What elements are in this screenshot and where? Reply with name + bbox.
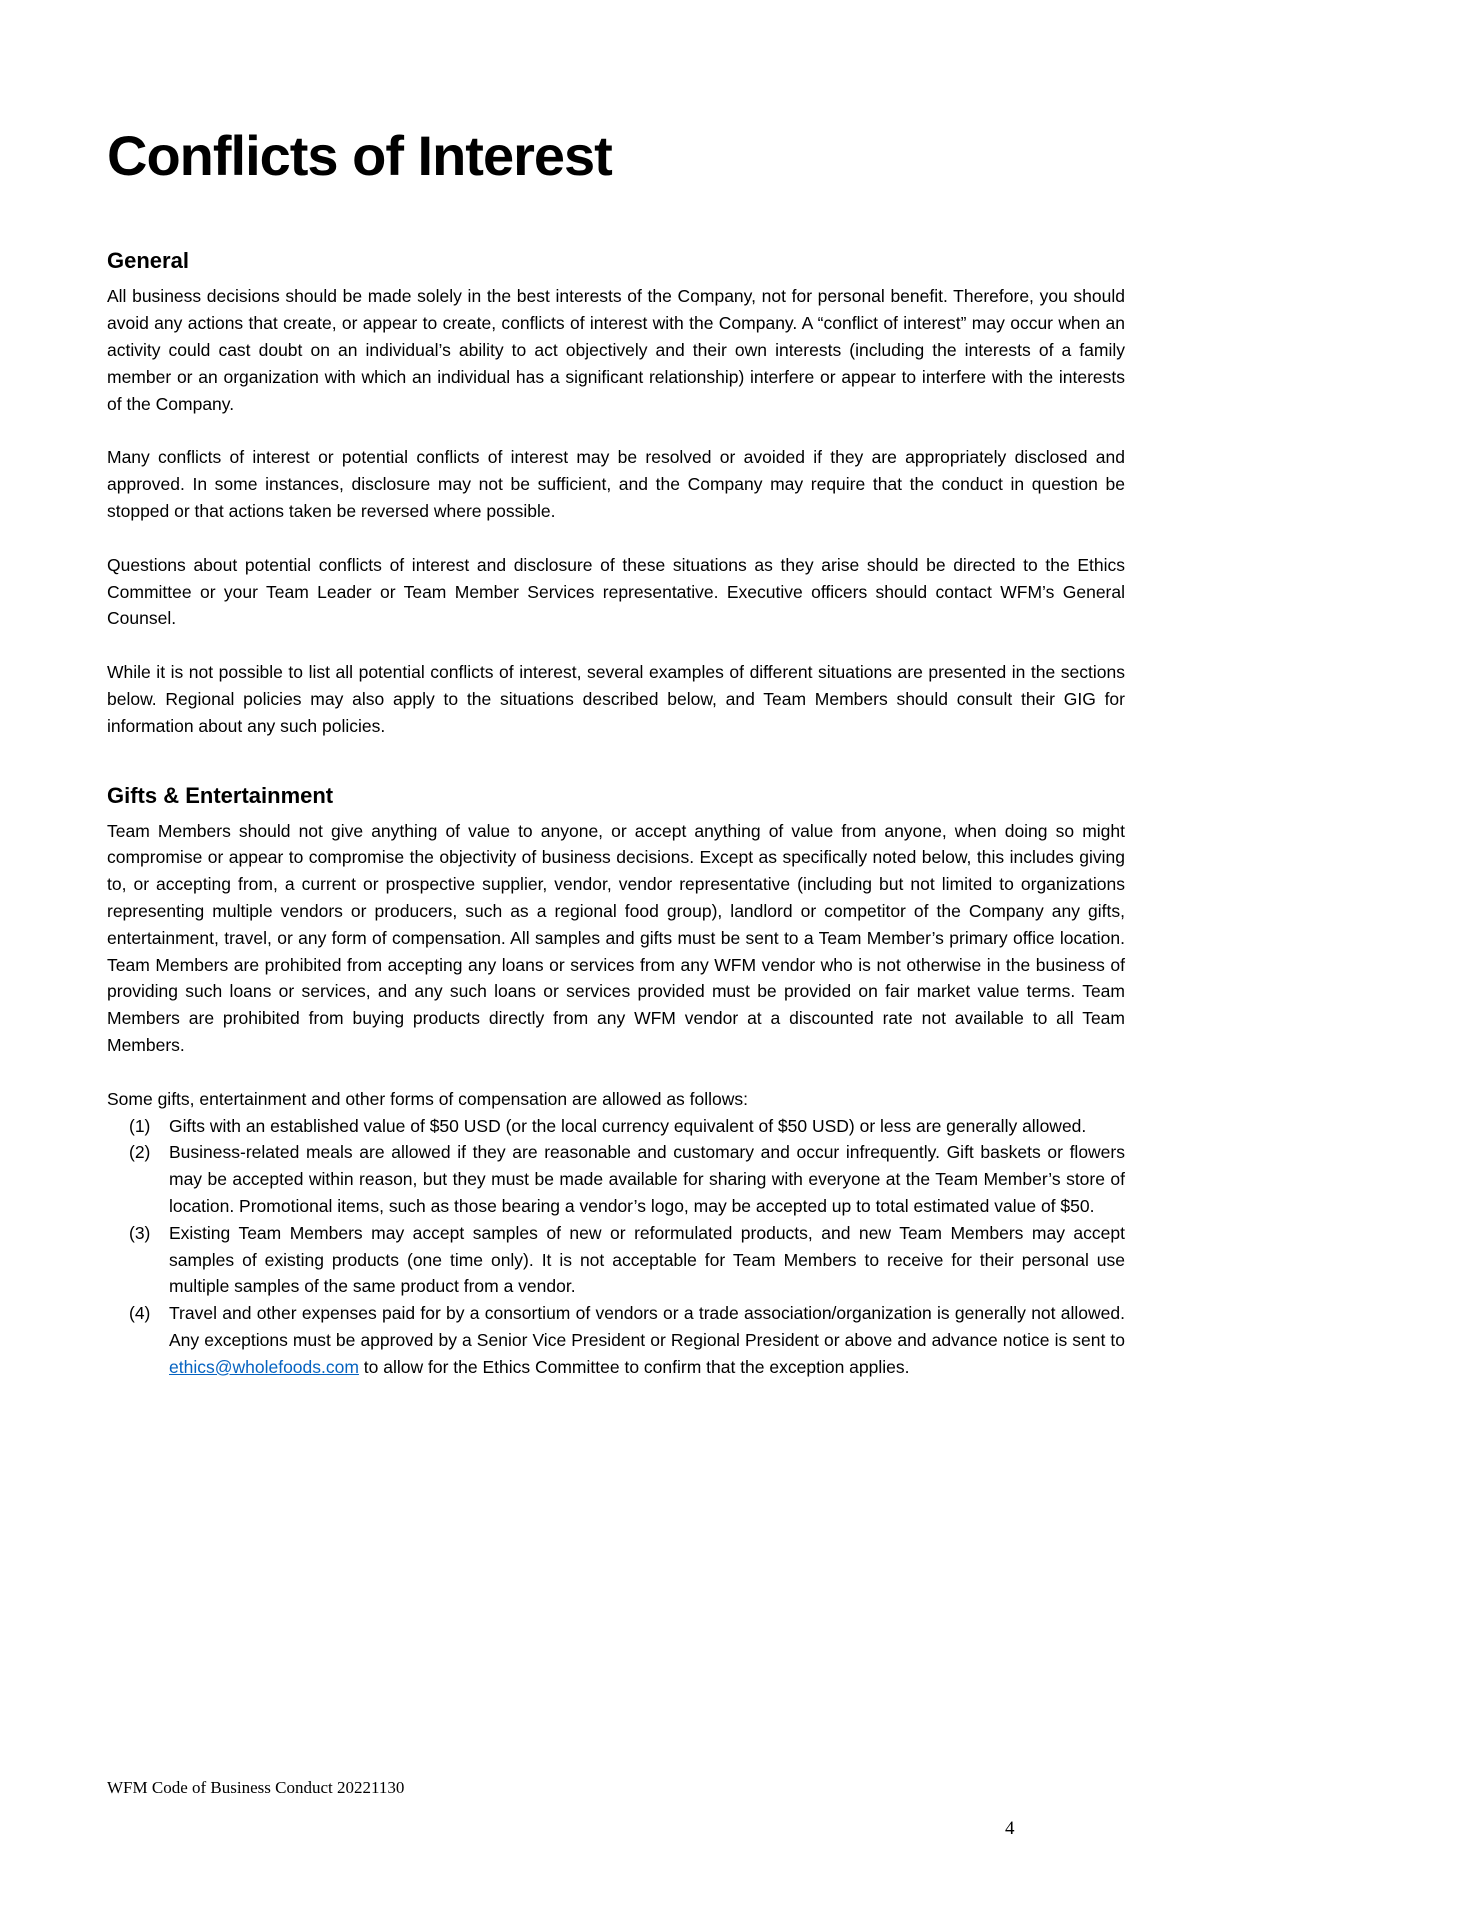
section-heading-general: General <box>107 248 189 274</box>
paragraph-general-2: Many conflicts of interest or potential conflicts of interest may be resolved or avoided if they are appropriately disclosed and approved. In some instances, disclosure may not be sufficient, and the Company may require that the conduct in question be stopped or that actions taken be reversed where possible. <box>107 447 1125 522</box>
list-item-text-before-link: Travel and other expenses paid for by a consortium of vendors or a trade association/organization is generally not allowed. Any exceptions must be approved by a Senior Vice President or Regional President or above and advance notice is sent to <box>169 1303 1125 1350</box>
list-item-text: Business-related meals are allowed if they are reasonable and customary and occur infrequently. Gift baskets or flowers may be accepted within reason, but they must be made available for sharing with everyone at the Team Member’s store of location. Promotional items, such as those bearing a vendor’s logo, may be accepted up to total estimated value of $50. <box>169 1142 1125 1216</box>
document-content <box>107 0 1125 1381</box>
list-intro: Some gifts, entertainment and other forms of compensation are allowed as follows: <box>107 1088 749 1109</box>
section-gifts-entertainment <box>107 783 1125 1381</box>
list-item-number: (2) <box>129 1142 151 1163</box>
list-item-2 <box>107 1139 1125 1219</box>
paragraph-general-3: Questions about potential conflicts of interest and disclosure of these situations as they arise should be directed to the Ethics Committee or your Team Leader or Team Member Services representative. Executive officers should contact WFM’s General Counsel. <box>107 554 1125 629</box>
paragraph-general-1: All business decisions should be made solely in the best interests of the Company, not for personal benefit. Therefore, you should avoid any actions that create, or appear to create, conflicts of interest with the Company. A “conflict of interest” may occur when an activity could cast doubt on an individual’s ability to act objectively and their own interests (including the interests of a family member or an organization with which an individual has a significant relationship) interfere or appear to interfere with the interests of the Company. <box>107 286 1125 414</box>
footer-text: WFM Code of Business Conduct 20221130 <box>107 1778 405 1797</box>
paragraph-gifts-1: Team Members should not give anything of value to anyone, or accept anything of value from anyone, when doing so might compromise or appear to compromise the objectivity of business decisions. Except as specifically noted below, this includes giving to, or accepting from, a current or prospective supplier, vendor, vendor representative (including but not limited to organizations representing multiple vendors or producers, such as a regional food group), landlord or competitor of the Company any gifts, entertainment, travel, or any form of compensation. All samples and gifts must be sent to a Team Member’s primary office location. Team Members are prohibited from accepting any loans or services from any WFM vendor who is not otherwise in the business of providing such loans or services, and any such loans or services provided must be provided on fair market value terms. Team Members are prohibited from buying products directly from any WFM vendor at a discounted rate not available to all Team Members. <box>107 820 1125 1055</box>
list-item-number: (4) <box>129 1303 151 1324</box>
page-number: 4 <box>1005 1818 1015 1839</box>
list-item-text <box>169 1300 1125 1380</box>
email-link[interactable]: ethics@wholefoods.com <box>169 1356 359 1377</box>
list-item-text: Gifts with an established value of $50 USD (or the local currency equivalent of $50 USD) or less are generally allowed. <box>169 1115 1087 1136</box>
list-item-text: Existing Team Members may accept samples of new or reformulated products, and new Team Members may accept samples of existing products (one time only). It is not acceptable for Team Members to receive for their personal use multiple samples of the same product from a vendor. <box>169 1222 1125 1297</box>
list-item-4 <box>107 1300 1125 1380</box>
list-item-number: (1) <box>129 1115 151 1136</box>
numbered-list <box>107 1113 1125 1381</box>
list-item-text-after-link: to allow for the Ethics Committee to confirm that the exception applies. <box>358 1356 910 1377</box>
paragraph-general-4: While it is not possible to list all potential conflicts of interest, several examples of different situations are presented in the sections below. Regional policies may also apply to the situations described below, and Team Members should consult their GIG for information about any such policies. <box>107 662 1125 736</box>
list-item-1 <box>107 1113 1125 1140</box>
list-item-number: (3) <box>129 1222 151 1243</box>
section-heading-gifts-entertainment: Gifts & Entertainment <box>107 782 334 808</box>
section-general <box>107 248 1125 739</box>
list-item-3 <box>107 1220 1125 1300</box>
page-title: Conflicts of Interest <box>107 124 612 187</box>
